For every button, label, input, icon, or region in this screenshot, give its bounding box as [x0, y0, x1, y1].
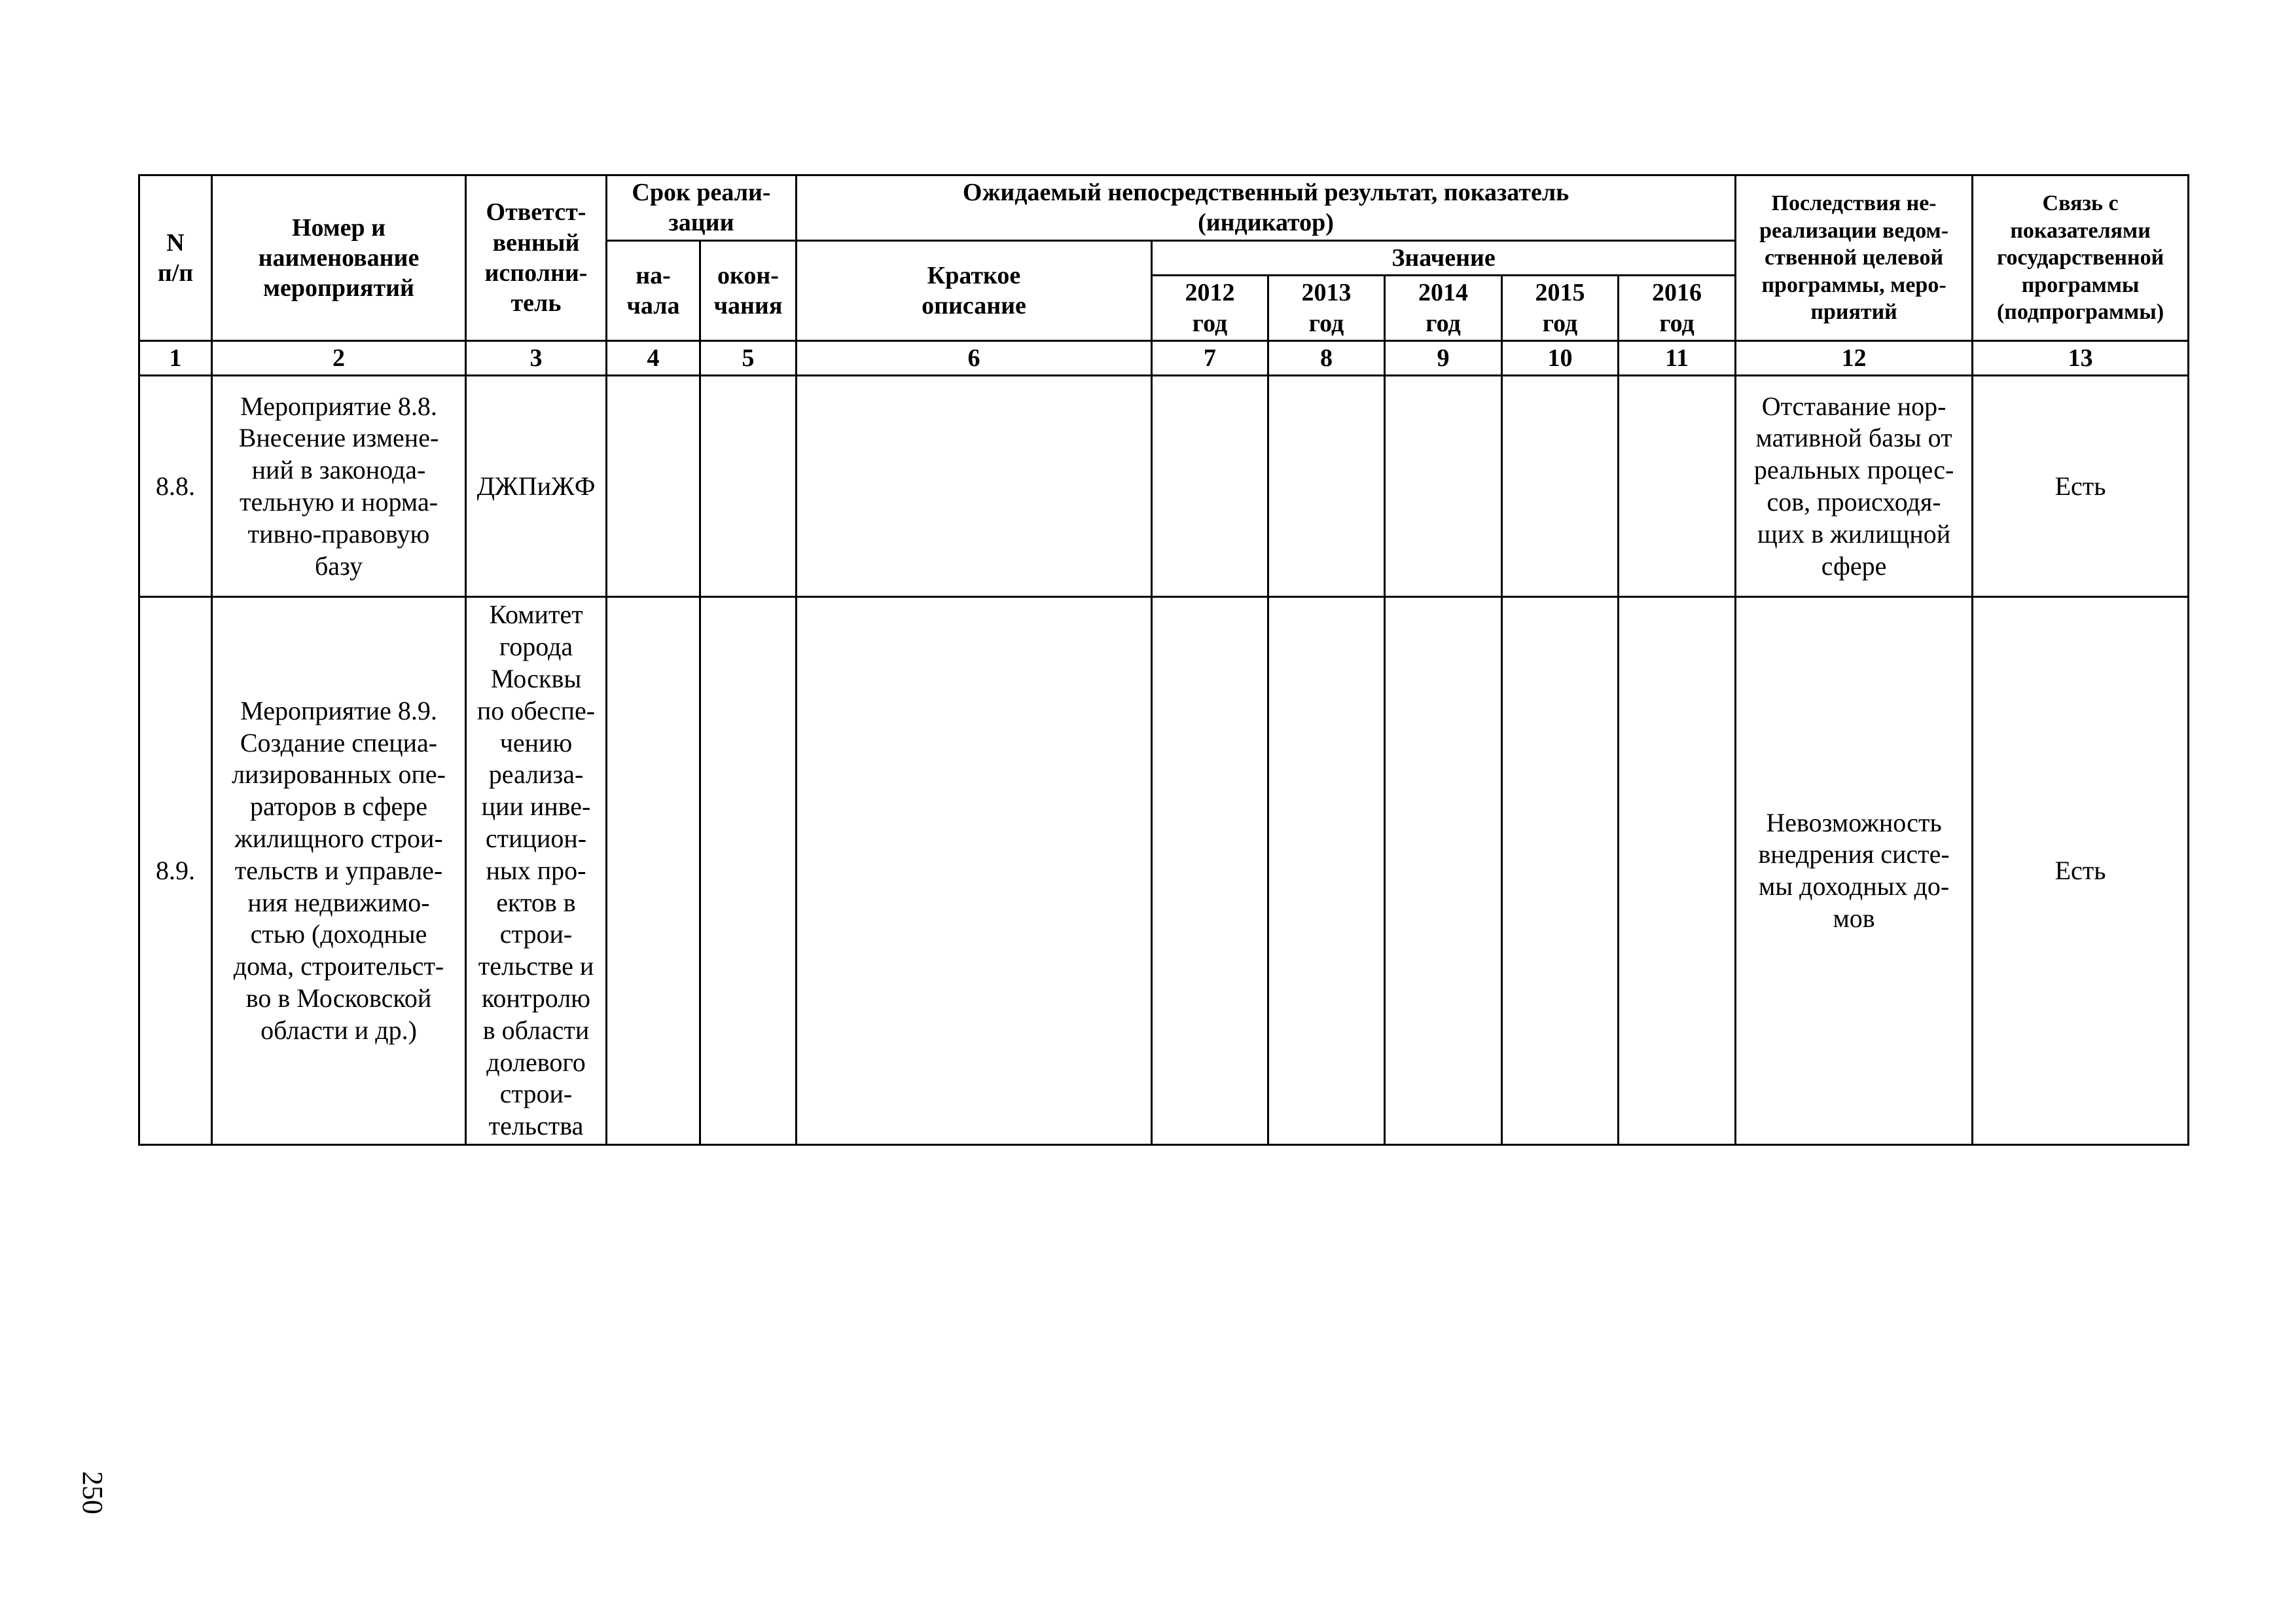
header-value: Значение [1152, 240, 1736, 275]
program-activities-table [138, 174, 2189, 1146]
column-number: 8 [1268, 341, 1385, 376]
consequence: Невозможность внедрения систе- мы доходных до- мов [1736, 597, 1973, 1145]
column-number: 11 [1619, 341, 1736, 376]
page-number: 250 [77, 1471, 109, 1514]
consequence: Отставание нор- мативной базы от реальных процес- сов, происходя- щих в жилищной сфере [1736, 376, 1973, 597]
value-2013-cell [1268, 376, 1385, 597]
activity-name: Мероприятие 8.8. Внесение измене- ний в законода- тельную и норма- тивно-правовую базу [212, 376, 466, 597]
value-2013-cell [1268, 597, 1385, 1145]
value-2016-cell [1619, 376, 1736, 597]
header-year-2015: 2015 год [1502, 276, 1619, 341]
table-row [139, 376, 2189, 597]
row-number: 8.8. [139, 376, 212, 597]
value-2014-cell [1385, 597, 1502, 1145]
column-number: 6 [797, 341, 1152, 376]
row-number: 8.9. [139, 597, 212, 1145]
header-period: Срок реали- зации [607, 175, 797, 241]
period-start-cell [607, 376, 700, 597]
header-activity-name: Номер и наименование мероприятий [212, 175, 466, 341]
period-end-cell [700, 376, 797, 597]
header-year-2014: 2014 год [1385, 276, 1502, 341]
column-number: 10 [1502, 341, 1619, 376]
period-end-cell [700, 597, 797, 1145]
header-consequences: Последствия не- реализации ведом- ственной целевой программы, меро- приятий [1736, 175, 1973, 341]
link-to-program: Есть [1973, 597, 2189, 1145]
description-cell [797, 597, 1152, 1145]
column-number: 1 [139, 341, 212, 376]
column-number: 2 [212, 341, 466, 376]
header-year-2016: 2016 год [1619, 276, 1736, 341]
header-number: N п/п [139, 175, 212, 341]
executor: ДЖПиЖФ [466, 376, 607, 597]
header-period-end: окон- чания [700, 240, 797, 340]
header-year-2012: 2012 год [1152, 276, 1268, 341]
value-2016-cell [1619, 597, 1736, 1145]
header-executor: Ответст- венный исполни- тель [466, 175, 607, 341]
column-number: 5 [700, 341, 797, 376]
link-to-program: Есть [1973, 376, 2189, 597]
header-expected-result: Ожидаемый непосредственный результат, показатель (индикатор) [797, 175, 1736, 241]
value-2012-cell [1152, 597, 1268, 1145]
header-link: Связь с показателями государственной программы (подпрограммы) [1973, 175, 2189, 341]
column-number: 13 [1973, 341, 2189, 376]
column-number: 7 [1152, 341, 1268, 376]
column-number: 4 [607, 341, 700, 376]
description-cell [797, 376, 1152, 597]
value-2015-cell [1502, 597, 1619, 1145]
value-2014-cell [1385, 376, 1502, 597]
header-year-2013: 2013 год [1268, 276, 1385, 341]
header-description: Краткое описание [797, 240, 1152, 340]
column-number: 3 [466, 341, 607, 376]
header-period-start: на- чала [607, 240, 700, 340]
activity-name: Мероприятие 8.9. Создание специа- лизированных опе- раторов в сфере жилищного строи- тельств и управле- ния недвижимо- стью (доходные дома, строительст- во в Московской области и др.) [212, 597, 466, 1145]
period-start-cell [607, 597, 700, 1145]
value-2012-cell [1152, 376, 1268, 597]
column-number: 9 [1385, 341, 1502, 376]
executor: Комитет города Москвы по обеспе- чению реализа- ции инве- стицион- ных про- ектов в строи- тельстве и контролю в области долевого строи- тельства [466, 597, 607, 1145]
value-2015-cell [1502, 376, 1619, 597]
table-row [139, 597, 2189, 1145]
column-number: 12 [1736, 341, 1973, 376]
